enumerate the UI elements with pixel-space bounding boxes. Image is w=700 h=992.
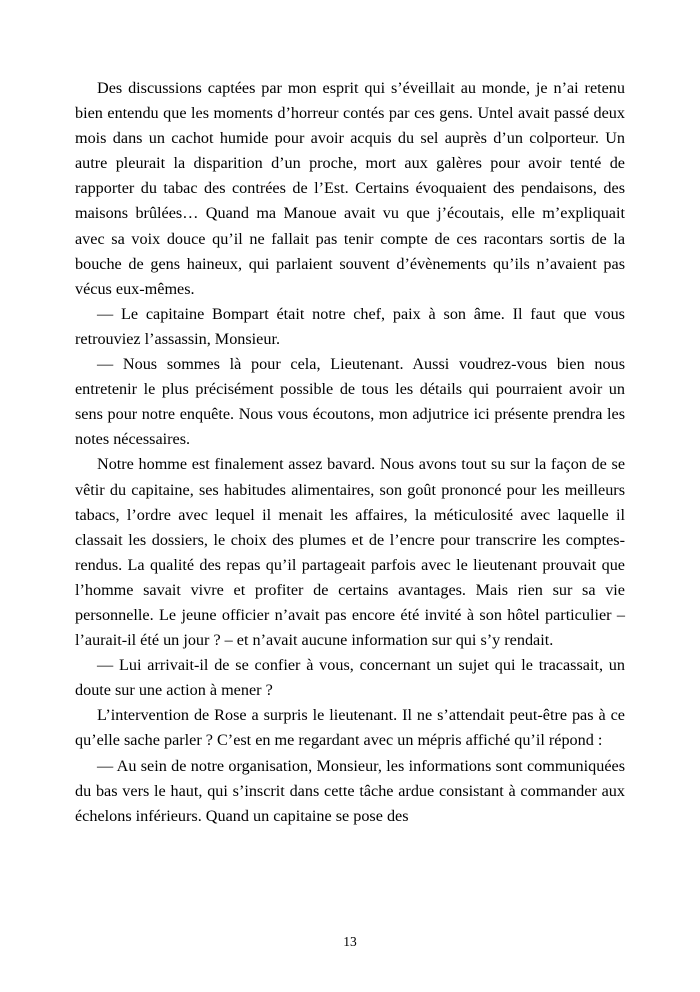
paragraph-dialogue: — Nous sommes là pour cela, Lieutenant. Aussi voudrez-vous bien nous entretenir le plus précisément possible de tous les détails qui pourraient avoir un sens pour notre enquête. Nous vous écoutons, mon adjutrice ici présente prendra les notes nécessaires. <box>75 355 625 449</box>
paragraph-dialogue: — Le capitaine Bompart était notre chef, paix à son âme. Il faut que vous retrouviez l’assassin, Monsieur. <box>75 304 625 348</box>
paragraph: L’intervention de Rose a surpris le lieutenant. Il ne s’attendait peut-être pas à ce qu’elle sache parler ? C’est en me regardant avec un mépris affiché qu’il répond : <box>75 706 625 750</box>
paragraph: Des discussions captées par mon esprit qui s’éveillait au monde, je n’ai retenu bien entendu que les moments d’horreur contés par ces gens. Untel avait passé deux mois dans un cachot humide pour avoir acquis du sel auprès d’un colporteur. Un autre pleurait la disparition d’un proche, mort aux galères pour avoir tenté de rapporter du tabac des contrées de l’Est. Certains évoquaient des pendaisons, des maisons brûlées… Quand ma Manoue avait vu que j’écoutais, elle m’expliquait avec sa voix douce qu’il ne fallait pas tenir compte de ces racontars sortis de la bouche de gens haineux, qui parlaient souvent d’évènements qu’ils n’avaient pas vécus eux-mêmes. <box>75 79 625 298</box>
paragraph: Notre homme est finalement assez bavard. Nous avons tout su sur la façon de se vêtir du capitaine, ses habitudes alimentaires, son goût prononcé pour les meilleurs tabacs, l’ordre avec lequel il menait les affaires, la méticulosité avec laquelle il classait les dossiers, le choix des plumes et de l’encre pour transcrire les comptes-rendus. La qualité des repas qu’il partageait parfois avec le lieutenant prouvait que l’homme savait vivre et profiter de certains avantages. Mais rien sur sa vie personnelle. Le jeune officier n’avait pas encore été invité à son hôtel particulier – l’aurait-il été un jour ? – et n’avait aucune information sur qui s’y rendait. <box>75 455 625 650</box>
paragraph-dialogue: — Lui arrivait-il de se confier à vous, concernant un sujet qui le tracassait, un doute sur une action à mener ? <box>75 656 625 700</box>
paragraph-dialogue: — Au sein de notre organisation, Monsieur, les informations sont communiquées du bas vers le haut, qui s’inscrit dans cette tâche ardue consistant à commander aux échelons inférieurs. Quand un capitaine se pose des <box>75 756 625 825</box>
page-number: 13 <box>343 934 357 949</box>
body-text-block <box>75 76 625 829</box>
